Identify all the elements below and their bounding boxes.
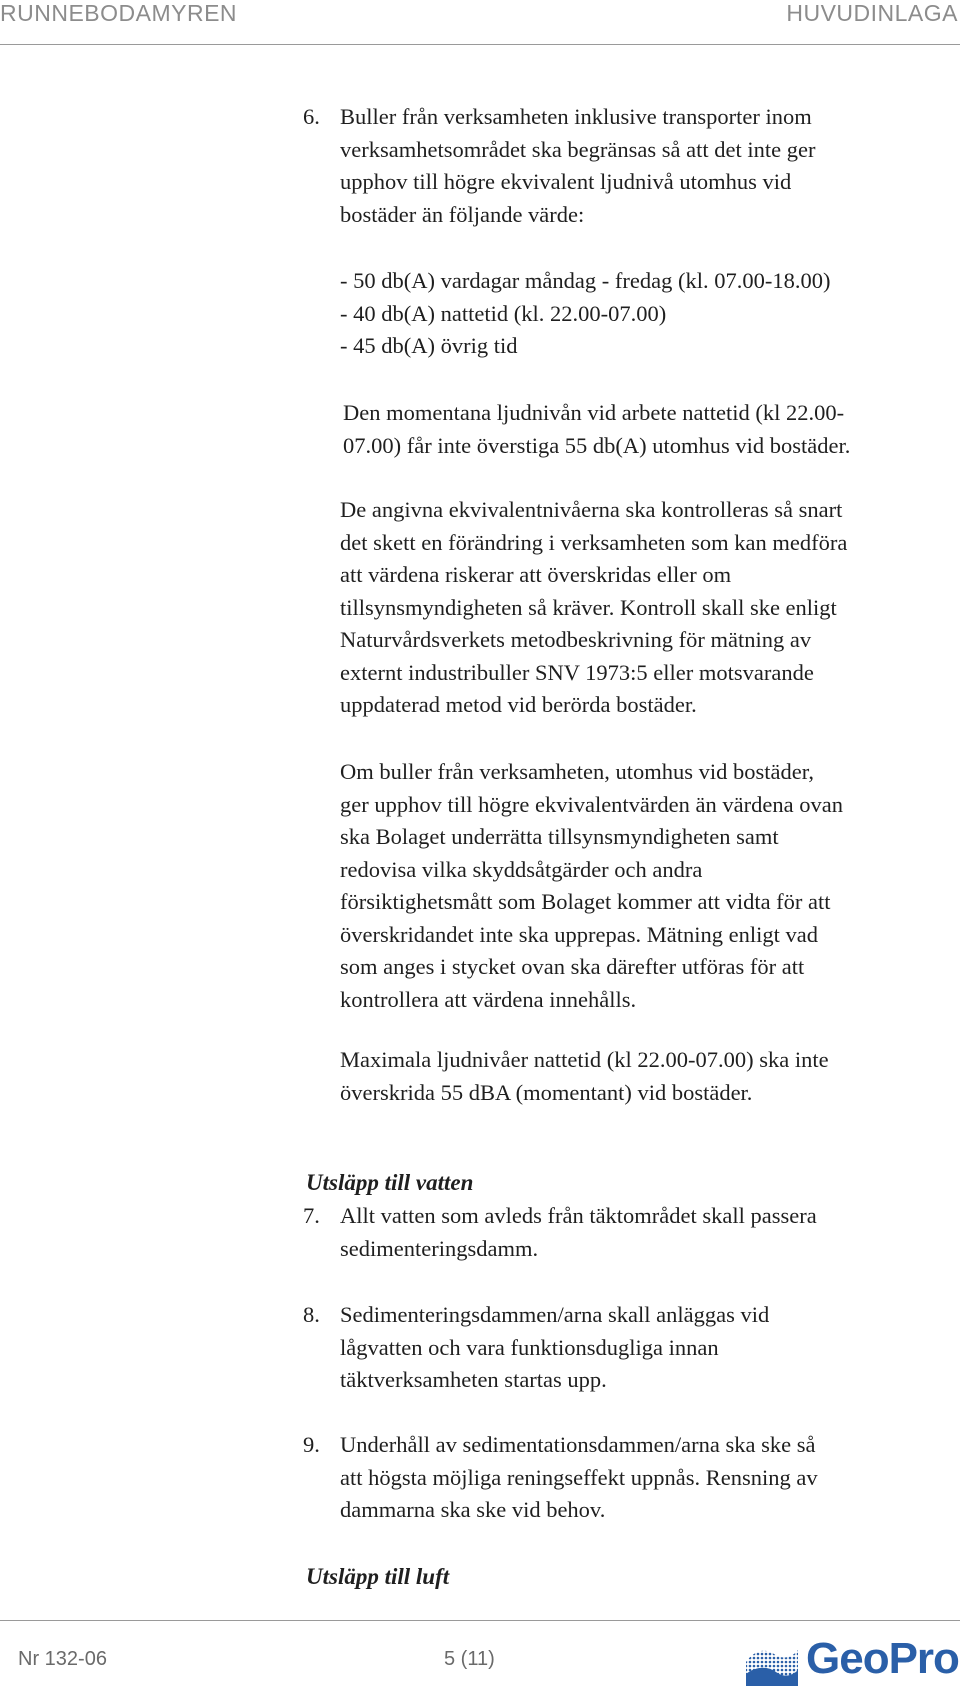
footer-divider: [0, 1620, 960, 1621]
item-7-text: Allt vatten som avleds från täktområdet skall passera sedimenteringsdamm.: [340, 1203, 817, 1261]
maximum-noise-paragraph: Maximala ljudnivåer nattetid (kl 22.00-07.00) ska inte överskrida 55 dBA (momentant) vid bostäder.: [340, 1047, 829, 1105]
item-6-intro: [340, 101, 930, 231]
section-heading-air: Utsläpp till luft: [306, 1564, 450, 1589]
item-6-line: verksamhetsområdet ska begränsas så att det inte ger: [340, 136, 816, 162]
wave-logo-icon: [744, 1640, 800, 1688]
control-paragraph: De angivna ekvivalentnivåerna ska kontrolleras så snart det skett en förändring i verksamheten som kan medföra att värdena riskerar att överskridas eller om tillsynsmyndigheten så kräver. Kontroll skall ske enligt Naturvårdsverkets metodbeskrivning för mätning av externt industribuller SNV 1973:5 eller motsvarande uppdaterad metod vid berörda bostäder.: [340, 497, 848, 717]
footer-document-number: Nr 132-06: [18, 1648, 107, 1670]
page-header: [0, 0, 960, 45]
item-6-line: bostäder än följande värde:: [340, 201, 585, 227]
item-7-number: 7.: [303, 1203, 320, 1228]
report-paragraph: Om buller från verksamheten, utomhus vid bostäder, ger upphov till högre ekvivalentvärden än värdena ovan ska Bolaget underrätta tillsynsmyndigheten samt redovisa vilka skyddsåtgärder och andra försiktighetsmått som Bolaget kommer att vidta för att överskridandet inte ska upprepas. Mätning enligt vad som anges i stycket ovan ska därefter utföras för att kontrollera att värdena innehålls.: [340, 759, 843, 1012]
header-document-type: HUVUDINLAGA: [786, 0, 958, 26]
geopro-logo: [744, 1636, 958, 1690]
item-6-line: Buller från verksamheten inklusive transporter inom: [340, 104, 812, 129]
item-6-number: 6.: [303, 104, 320, 129]
noise-limit: - 45 db(A) övrig tid: [340, 333, 518, 358]
item-8-text: Sedimenteringsdammen/arna skall anläggas vid lågvatten och vara funktionsdugliga innan täktverksamheten startas upp.: [340, 1302, 770, 1392]
momentary-noise-paragraph: Den momentana ljudnivån vid arbete nattetid (kl 22.00- 07.00) får inte överstiga 55 db(A) utomhus vid bostäder.: [343, 400, 851, 458]
logo-wordmark: GeoPro: [806, 1634, 959, 1683]
header-project-name: RUNNEBODAMYREN: [0, 0, 238, 26]
item-8-number: 8.: [303, 1302, 320, 1327]
item-9-number: 9.: [303, 1432, 320, 1457]
item-9-text: Underhåll av sedimentationsdammen/arna ska ske så att högsta möjliga reningseffekt uppnås. Rensning av dammarna ska ske vid behov.: [340, 1432, 818, 1522]
noise-limit: - 40 db(A) nattetid (kl. 22.00-07.00): [340, 300, 667, 326]
footer-page-number: 5 (11): [444, 1648, 495, 1670]
noise-limits-list: [340, 265, 930, 363]
section-heading-water: Utsläpp till vatten: [306, 1170, 474, 1195]
noise-limit: - 50 db(A) vardagar måndag - fredag (kl. 07.00-18.00): [340, 268, 831, 293]
item-6-line: upphov till högre ekvivalent ljudnivå utomhus vid: [340, 169, 792, 194]
